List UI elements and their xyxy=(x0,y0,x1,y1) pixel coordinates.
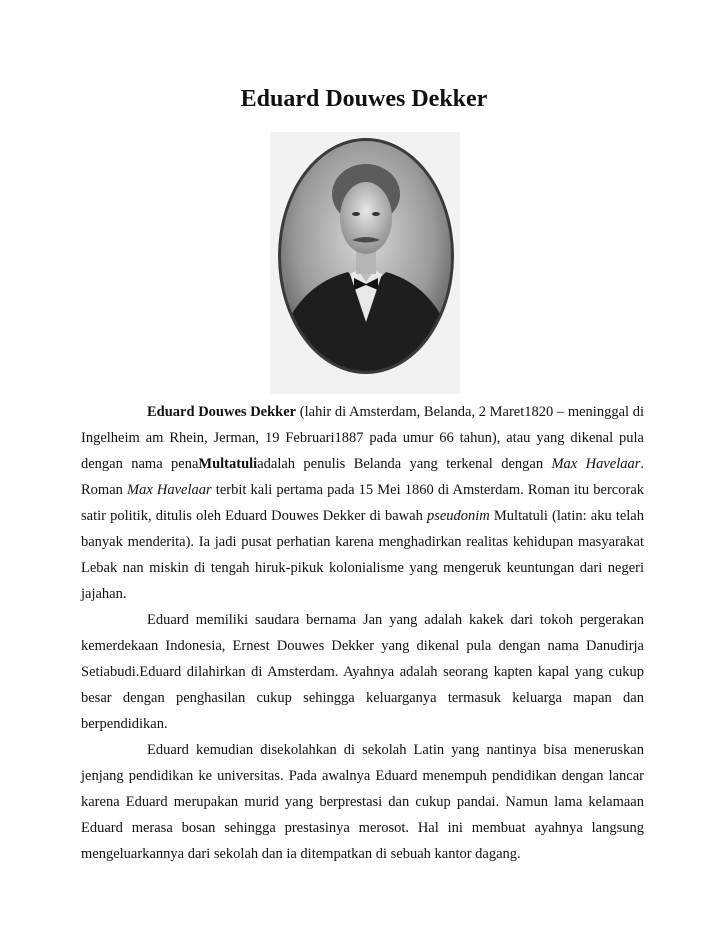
italic-term: pseudonim xyxy=(426,508,490,524)
text-span: (lahir di Amsterdam, Belanda, 2 Maret1820 – meninggal di Ingelheim am Rhein, Jerman, 19 Februari1887 pada umur 66 tahun), atau yang dikenal pula dengan nama pena xyxy=(81,404,644,472)
page-title: Eduard Douwes Dekker xyxy=(240,86,488,112)
bold-name: Eduard Douwes Dekker xyxy=(147,404,297,420)
text-span: adalah penulis Belanda yang terkenal dengan xyxy=(257,456,552,472)
text-span: terbit kali pertama pada 15 Mei 1860 di Amsterdam. Roman itu bercorak satir politik, ditulis oleh Eduard Douwes Dekker di bawah xyxy=(81,482,645,524)
paragraph-3: Eduard kemudian disekolahkan di sekolah Latin yang nantinya bisa meneruskan jenjang pendidikan ke universitas. Pada awalnya Eduard menempuh pendidikan dengan lancar karena Eduard merupakan murid yang berprestasi dan cukup pandai. Namun lama kelamaan Eduard merasa bosan sehingga prestasinya merosot. Hal ini membuat ayahnya langsung mengeluarkannya dari sekolah dan ia ditempatkan di sebuah kantor dagang. xyxy=(81,742,644,862)
portrait-photo xyxy=(270,132,460,394)
text-span: Multatuli (latin: aku telah banyak menderita). Ia jadi pusat perhatian karena menghadirkan realitas kehidupan masyarakat Lebak nan miskin di tengah hiruk-pikuk kolonialisme yang mengeruk keuntungan dari negeri jajahan. xyxy=(81,508,644,602)
book-title: Max Havelaar xyxy=(551,456,641,472)
text-span: . Roman xyxy=(81,456,644,498)
paragraph-1 xyxy=(81,399,644,607)
bold-pen-name: Multatuli xyxy=(198,456,258,472)
book-title: Max Havelaar xyxy=(127,482,212,498)
article-body xyxy=(81,399,644,867)
paragraph-2: Eduard memiliki saudara bernama Jan yang adalah kakek dari tokoh pergerakan kemerdekaan Indonesia, Ernest Douwes Dekker yang dikenal pula dengan nama Danudirja Setiabudi.Eduard dilahirkan di Amsterdam. Ayahnya adalah seorang kapten kapal yang cukup besar dengan penghasilan cukup sehingga keluarganya termasuk keluarga mapan dan berpendidikan. xyxy=(81,612,644,732)
